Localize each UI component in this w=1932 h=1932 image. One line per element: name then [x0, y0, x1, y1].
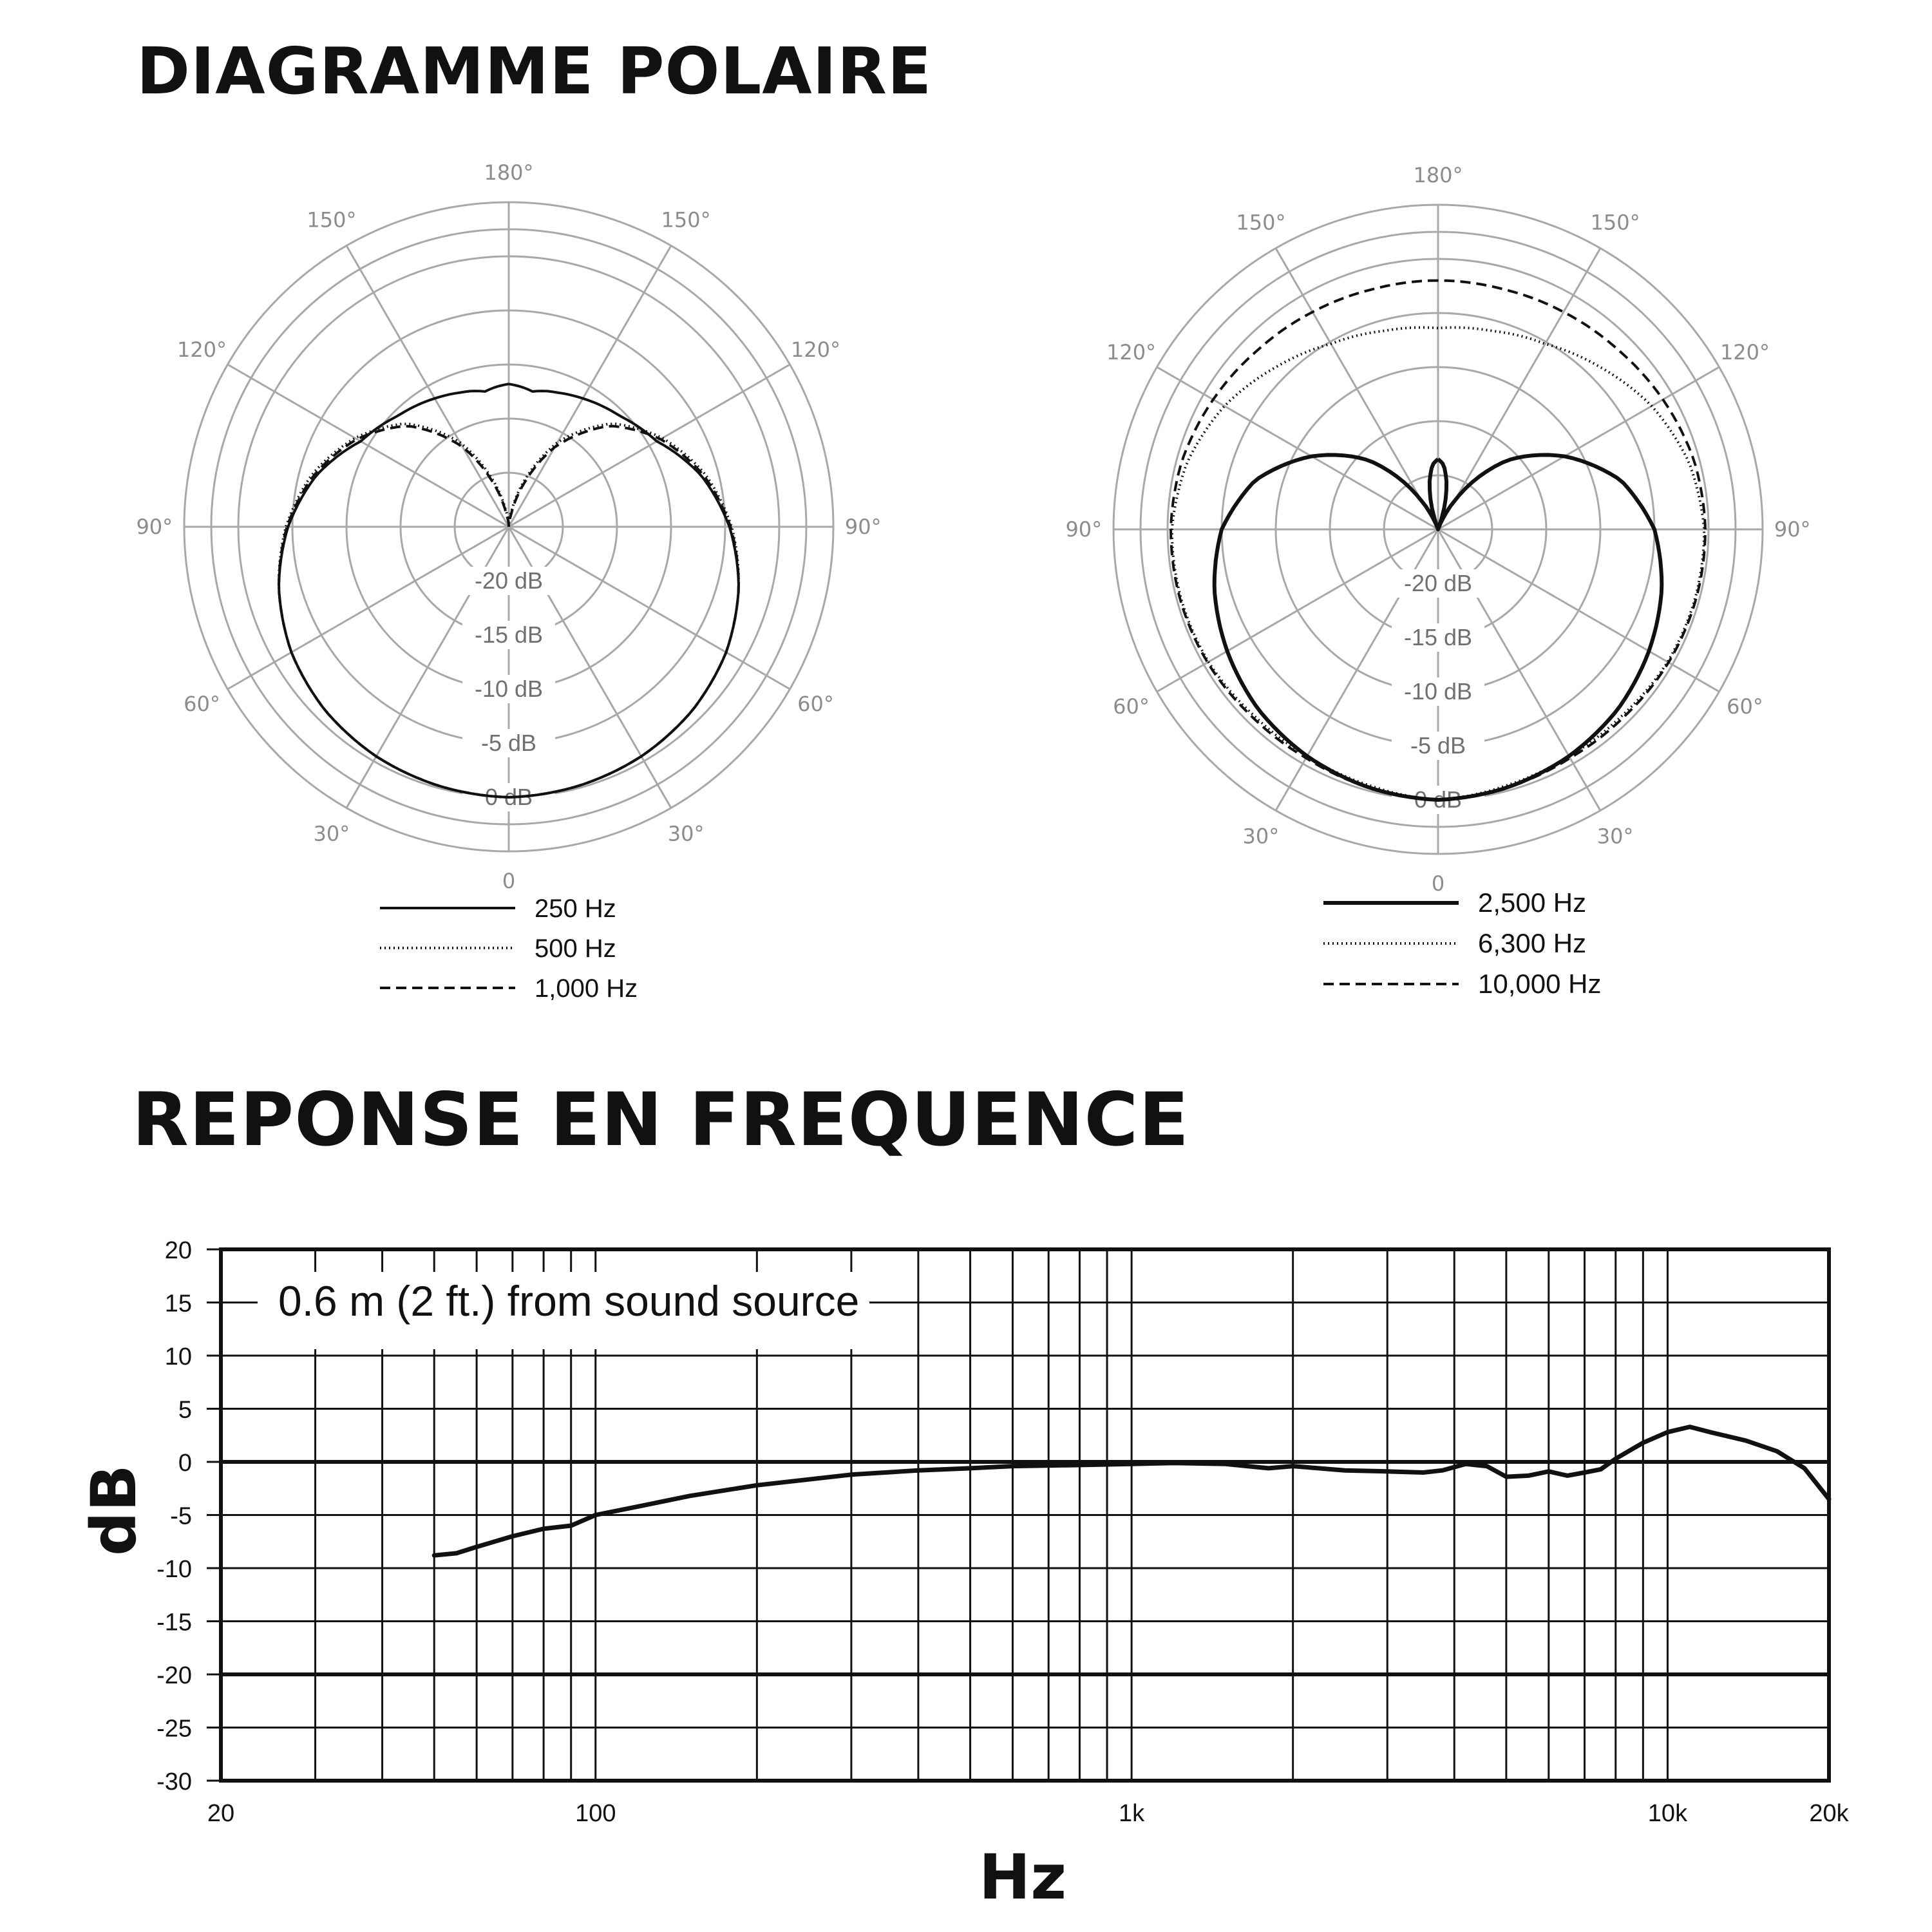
polar-ring-label: -5 dB: [480, 730, 537, 756]
annotation-label: 0.6 m (2 ft.) from sound source: [278, 1277, 860, 1325]
polar-angle-label: 60°: [1727, 694, 1763, 719]
polar-angle-label: 30°: [1242, 824, 1280, 849]
y-tick-label: 5: [178, 1396, 192, 1424]
legend-label: 10,000 Hz: [1478, 969, 1602, 999]
polar-angle-label: 30°: [313, 821, 350, 846]
polar-angle-label: 120°: [176, 337, 227, 362]
polar-angle-label: 180°: [1413, 162, 1463, 187]
legend-label: 2,500 Hz: [1478, 887, 1587, 918]
polar-angle-label: 150°: [307, 207, 357, 232]
polar-angle-label: 90°: [1774, 517, 1811, 542]
polar-angle-label: 90°: [1065, 517, 1103, 542]
legend-label: 500 Hz: [535, 934, 616, 963]
polar-angle-label: 180°: [484, 160, 534, 185]
x-tick-label: 1k: [1119, 1800, 1145, 1827]
polar-ring-label: 0 dB: [1414, 786, 1463, 813]
y-tick-label: 20: [164, 1237, 192, 1264]
x-tick-label: 20: [207, 1800, 235, 1827]
y-tick-label: -25: [156, 1715, 192, 1743]
polar-angle-label: 60°: [184, 692, 220, 717]
y-tick-label: -5: [170, 1502, 192, 1530]
y-tick-label: 0: [178, 1450, 192, 1477]
polar-angle-label: 120°: [790, 337, 841, 362]
x-tick-label: 20k: [1809, 1800, 1849, 1827]
y-tick-label: 15: [164, 1290, 192, 1318]
polar-angle-label: 120°: [1106, 339, 1157, 365]
x-tick-label: 10k: [1647, 1800, 1688, 1827]
y-tick-label: -20: [156, 1662, 192, 1689]
polar-ring-label: -15 dB: [474, 621, 544, 648]
polar-angle-label: 60°: [1113, 694, 1150, 719]
polar-ring-label: -5 dB: [1410, 732, 1466, 759]
polar-angle-label: 30°: [667, 821, 705, 846]
y-tick-label: -30: [156, 1768, 192, 1795]
polar-angle-label: 150°: [661, 207, 711, 232]
y-axis-label: dB: [78, 1464, 150, 1556]
polar-ring-label: -15 dB: [1403, 624, 1473, 650]
legend-label: 250 Hz: [535, 895, 616, 923]
frequency-section-title: REPONSE EN FREQUENCE: [132, 1077, 1189, 1162]
polar-angle-label: 150°: [1590, 210, 1640, 235]
x-tick-label: 100: [575, 1800, 616, 1827]
y-tick-label: -15: [156, 1609, 192, 1636]
polar-ring-label: -20 dB: [474, 567, 544, 594]
polar-angle-label: 90°: [844, 515, 882, 539]
polar-ring-label: 0 dB: [484, 784, 533, 810]
polar-angle-label: 60°: [797, 692, 834, 717]
legend-label: 6,300 Hz: [1478, 928, 1587, 958]
polar-angle-label: 30°: [1596, 824, 1634, 849]
polar-angle-label: 120°: [1719, 339, 1770, 365]
y-tick-label: 10: [164, 1343, 192, 1370]
legend-label: 1,000 Hz: [535, 974, 638, 1003]
polar-ring-label: -20 dB: [1403, 570, 1473, 596]
x-axis-label: Hz: [978, 1841, 1067, 1913]
polar-angle-label: 150°: [1236, 210, 1286, 235]
polar-section-title: DIAGRAMME POLAIRE: [137, 33, 933, 109]
polar-ring-label: -10 dB: [1403, 678, 1473, 705]
polar-angle-label: 90°: [136, 515, 173, 539]
polar-angle-label: 0: [1431, 871, 1445, 896]
polar-angle-label: 0: [502, 869, 516, 894]
polar-ring-label: -10 dB: [474, 676, 544, 702]
y-tick-label: -10: [156, 1556, 192, 1583]
